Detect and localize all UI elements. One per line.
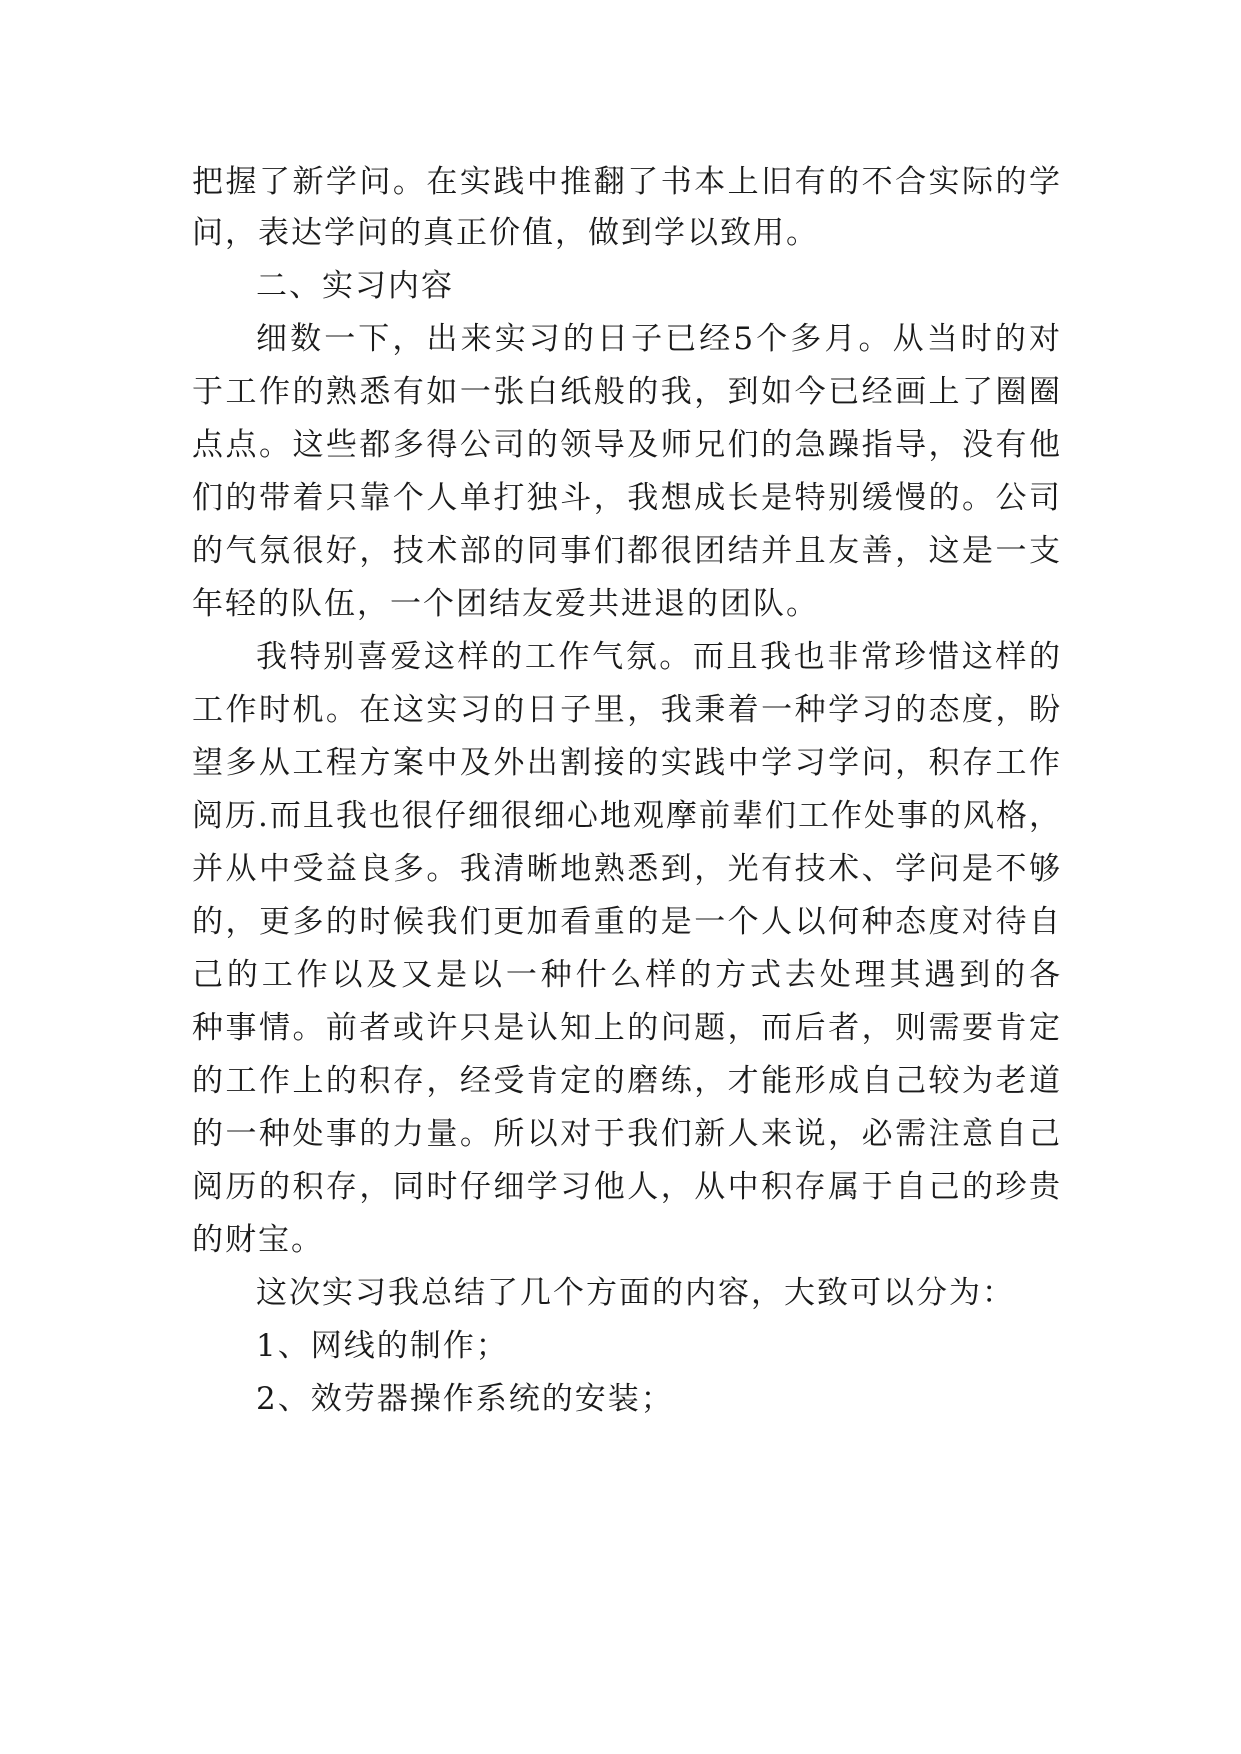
- text-line: 阅历的积存，同时仔细学习他人，从中积存属于自己的珍贵: [192, 1169, 1062, 1205]
- text-line: 的一种处事的力量。所以对于我们新人来说，必需注意自己: [192, 1116, 1062, 1152]
- text-line: 年轻的队伍，一个团结友爱共进退的团队。: [192, 586, 819, 622]
- text-line: 的气氛很好，技术部的同事们都很团结并且友善，这是一支: [192, 533, 1062, 569]
- text-line: 点点。这些都多得公司的领导及师兄们的急躁指导，没有他: [192, 427, 1062, 463]
- text-line: 己的工作以及又是以一种什么样的方式去处理其遇到的各: [192, 957, 1062, 993]
- text-line: 这次实习我总结了几个方面的内容，大致可以分为：: [256, 1275, 1015, 1311]
- text-line: 的财宝。: [192, 1222, 324, 1258]
- text-line: 种事情。前者或许只是认知上的问题，而后者，则需要肯定: [192, 1010, 1062, 1046]
- text-line: 的工作上的积存，经受肯定的磨练，才能形成自己较为老道: [192, 1063, 1062, 1099]
- text-line: 我特别喜爱这样的工作气氛。而且我也非常珍惜这样的: [256, 639, 1062, 675]
- text-line: 阅历.而且我也很仔细很细心地观摩前辈们工作处事的风格，: [192, 798, 1062, 834]
- text-line: 望多从工程方案中及外出割接的实践中学习学问，积存工作: [192, 745, 1062, 781]
- list-item: 2、效劳器操作系统的安装；: [256, 1381, 674, 1417]
- text-line: 的，更多的时候我们更加看重的是一个人以何种态度对待自: [192, 904, 1062, 940]
- section-heading: 二、实习内容: [256, 268, 454, 304]
- text-line: 并从中受益良多。我清晰地熟悉到，光有技术、学问是不够: [192, 851, 1062, 887]
- text-line: 问，表达学问的真正价值，做到学以致用。: [192, 215, 819, 251]
- text-line: 们的带着只靠个人单打独斗，我想成长是特别缓慢的。公司: [192, 480, 1062, 516]
- text-line: 把握了新学问。在实践中推翻了书本上旧有的不合实际的学: [192, 164, 1062, 200]
- text-line: 细数一下，出来实习的日子已经5个多月。从当时的对: [256, 321, 1062, 357]
- text-line: 工作时机。在这实习的日子里，我秉着一种学习的态度，盼: [192, 692, 1062, 728]
- list-item: 1、网线的制作；: [256, 1328, 509, 1364]
- text-line: 于工作的熟悉有如一张白纸般的我，到如今已经画上了圈圈: [192, 374, 1062, 410]
